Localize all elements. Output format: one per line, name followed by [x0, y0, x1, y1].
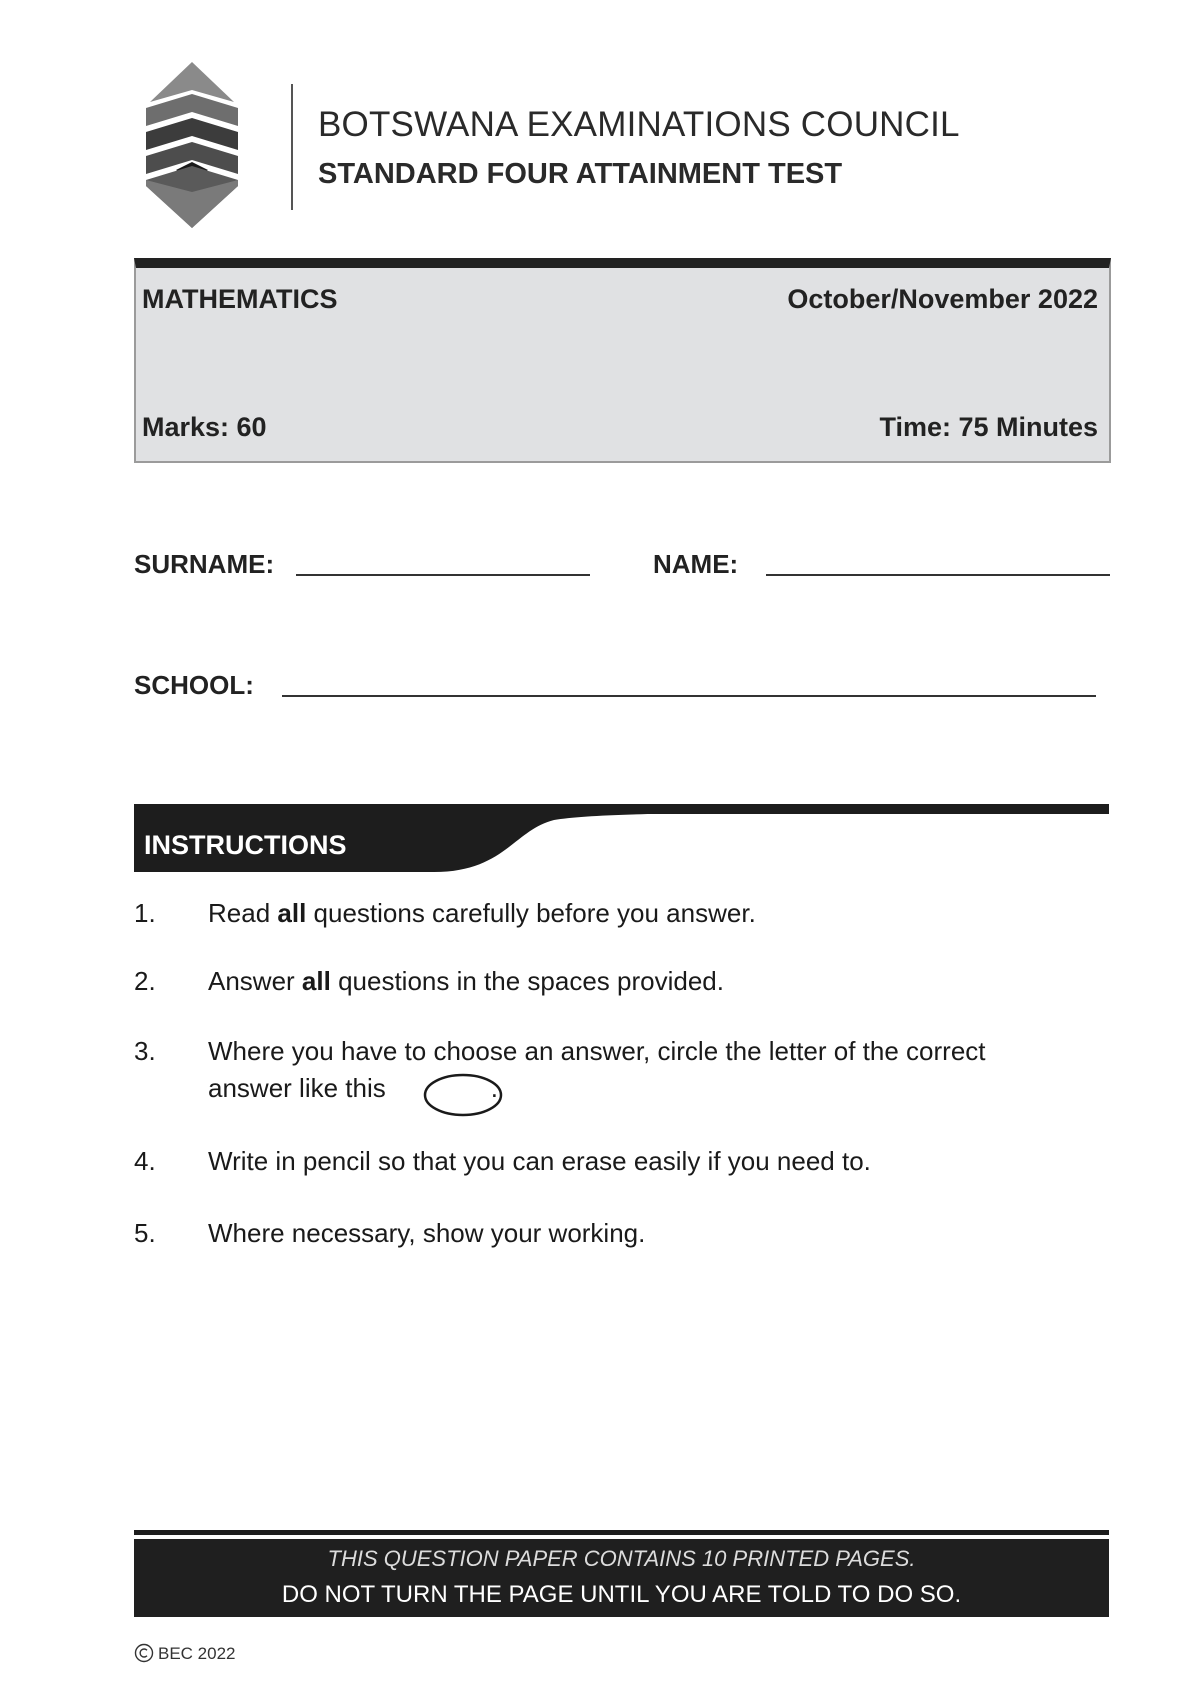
answer-circle-example-icon — [422, 1071, 504, 1119]
do-not-turn-warning: DO NOT TURN THE PAGE UNTIL YOU ARE TOLD TO DO SO. — [281, 1581, 962, 1608]
instruction-number: 2. — [134, 966, 156, 996]
school-field[interactable] — [282, 695, 1096, 697]
instruction-2: Answer all questions in the spaces provided. — [208, 966, 724, 996]
council-name: BOTSWANA EXAMINATIONS COUNCIL — [318, 105, 960, 144]
instruction-number: 3. — [134, 1036, 156, 1066]
instruction-1: Read all questions carefully before you answer. — [208, 898, 756, 928]
copyright-icon — [134, 1643, 154, 1663]
surname-label: SURNAME: — [134, 549, 275, 579]
total-marks: Marks: 60 — [142, 412, 267, 442]
school-label: SCHOOL: — [134, 670, 254, 700]
bec-chevron-logo-icon — [138, 62, 246, 228]
instruction-number: 5. — [134, 1218, 156, 1248]
surname-field[interactable] — [296, 574, 590, 576]
instruction-number: 1. — [134, 898, 156, 928]
copyright-text: BEC 2022 — [158, 1644, 236, 1663]
header-divider — [291, 84, 293, 210]
subject-title: MATHEMATICS — [142, 284, 338, 314]
instruction-3: Where you have to choose an answer, circle the letter of the correct — [208, 1036, 986, 1066]
time-allowed: Time: 75 Minutes — [879, 412, 1098, 442]
instruction-4: Write in pencil so that you can erase easily if you need to. — [208, 1146, 871, 1176]
exam-session: October/November 2022 — [787, 284, 1098, 314]
name-field[interactable] — [766, 574, 1110, 576]
instruction-number: 4. — [134, 1146, 156, 1176]
footer-rule — [134, 1530, 1109, 1535]
page-count-notice: THIS QUESTION PAPER CONTAINS 10 PRINTED PAGES. — [327, 1546, 916, 1571]
name-label: NAME: — [653, 549, 739, 579]
instruction-5: Where necessary, show your working. — [208, 1218, 646, 1248]
instructions-title: INSTRUCTIONS — [144, 830, 347, 860]
test-name: STANDARD FOUR ATTAINMENT TEST — [318, 158, 843, 190]
instruction-3-continued: answer like this . — [208, 1073, 498, 1103]
